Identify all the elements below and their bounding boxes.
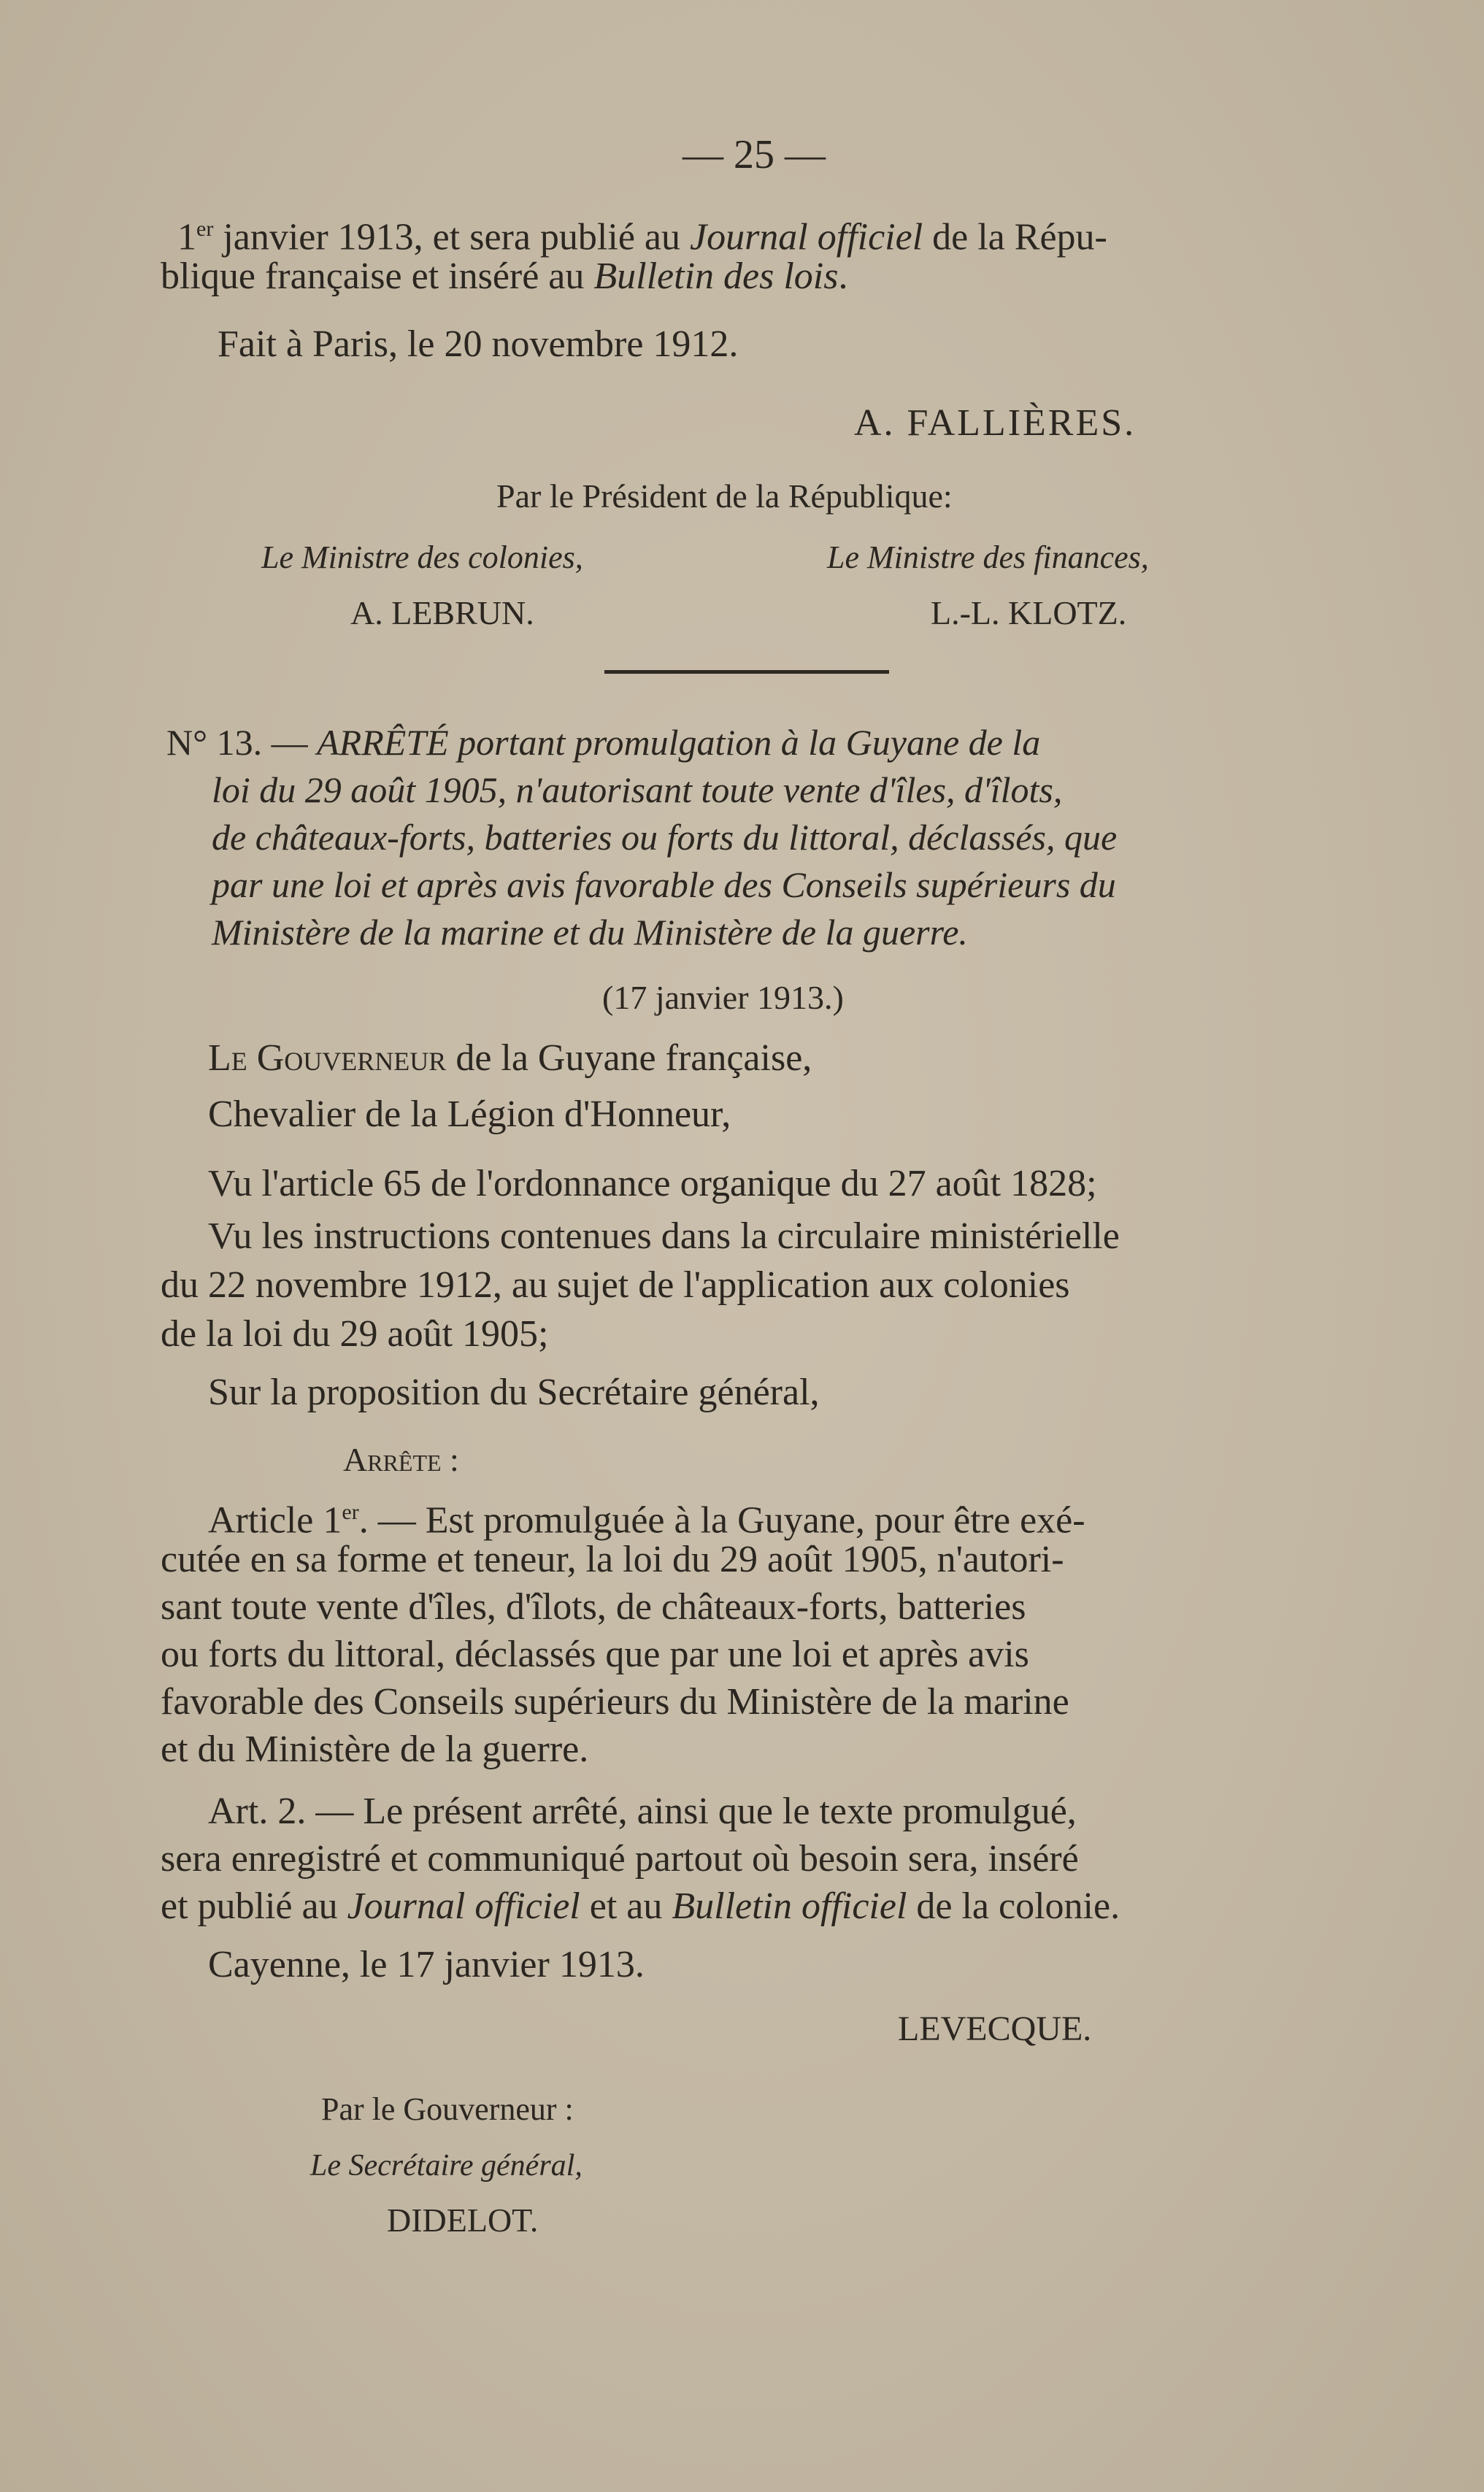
governor-signature: LEVECQUE. (898, 2010, 1092, 2048)
article-2-line-1: Art. 2. — Le présent arrêté, ainsi que le texte promulgué, (208, 1791, 1077, 1832)
countersign-intro: Par le Président de la République: (496, 477, 953, 515)
article-1-line-5: favorable des Conseils supérieurs du Ministère de la marine (161, 1681, 1069, 1723)
article-1-line-6: et du Ministère de la guerre. (161, 1728, 589, 1770)
continuation-line-2: blique française et inséré au Bulletin des lois. (161, 255, 848, 297)
decree-heading-line-1: N° 13. — ARRÊTÉ portant promulgation à la Guyane de la (166, 722, 1041, 763)
minister-colonies-name: A. LEBRUN. (350, 594, 534, 631)
section-divider (604, 670, 889, 674)
continuation-line-1: 1er janvier 1913, et sera publié au Journal officiel de la Répu- (177, 216, 1107, 258)
secretary-name: DIDELOT. (387, 2201, 539, 2239)
decree-heading-line-2: loi du 29 août 1905, n'autorisant toute vente d'îles, d'îlots, (212, 769, 1063, 810)
secretary-title: Le Secrétaire général, (310, 2149, 583, 2183)
article-2-line-2: sera enregistré et communiqué partout où besoin sera, inséré (161, 1838, 1079, 1880)
vu-clause-2-line-1: Vu les instructions contenues dans la circulaire ministérielle (208, 1215, 1120, 1257)
decree-date: (17 janvier 1913.) (602, 979, 844, 1016)
article-1-line-3: sant toute vente d'îles, d'îlots, de châteaux-forts, batteries (161, 1586, 1026, 1628)
page-number: — 25 — (683, 132, 826, 177)
decree-heading-line-4: par une loi et après avis favorable des Conseils supérieurs du (212, 864, 1116, 905)
vu-clause-1: Vu l'article 65 de l'ordonnance organique du 27 août 1828; (208, 1163, 1097, 1204)
vu-clause-2-line-2: du 22 novembre 1912, au sujet de l'application aux colonies (161, 1264, 1070, 1306)
governor-line: Le Gouverneur de la Guyane française, (208, 1037, 812, 1079)
president-signature: A. FALLIÈRES. (854, 402, 1137, 444)
proposition-line: Sur la proposition du Secrétaire général, (208, 1372, 820, 1413)
decree-heading-line-3: de châteaux-forts, batteries ou forts du littoral, déclassés, que (212, 817, 1118, 858)
vu-clause-2-line-3: de la loi du 29 août 1905; (161, 1313, 549, 1355)
article-1-line-2: cutée en sa forme et teneur, la loi du 29 août 1905, n'autori- (161, 1539, 1064, 1580)
article-2-line-3: et publié au Journal officiel et au Bulletin officiel de la colonie. (161, 1885, 1120, 1927)
arrete-heading: Arrête : (343, 1441, 459, 1478)
signing-place-date: Fait à Paris, le 20 novembre 1912. (218, 323, 739, 365)
article-1-line-1: Article 1er. — Est promulguée à la Guyane, pour être exé- (208, 1499, 1085, 1542)
minister-colonies-title: Le Ministre des colonies, (261, 539, 583, 575)
article-1-line-4: ou forts du littoral, déclassés que par une loi et après avis (161, 1634, 1029, 1675)
minister-finances-name: L.-L. KLOTZ. (931, 594, 1127, 631)
governor-title-line: Chevalier de la Légion d'Honneur, (208, 1093, 731, 1135)
signing-place-date-2: Cayenne, le 17 janvier 1913. (208, 1944, 645, 1985)
minister-finances-title: Le Ministre des finances, (827, 539, 1149, 575)
countersign-intro-2: Par le Gouverneur : (321, 2091, 574, 2127)
decree-heading-line-5: Ministère de la marine et du Ministère de la guerre. (212, 912, 968, 953)
